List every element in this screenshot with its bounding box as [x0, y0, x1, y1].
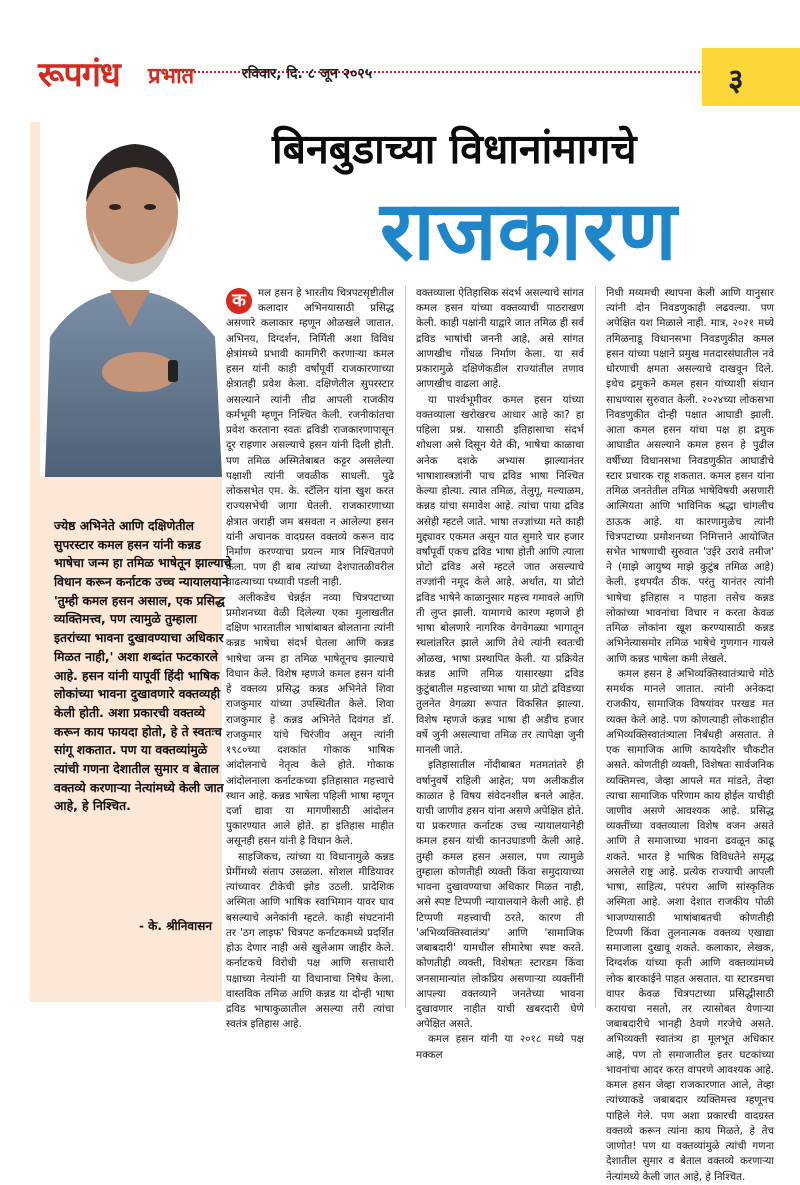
article-body [226, 286, 786, 1183]
paragraph: निधी मय्यमची स्थापना केली आणि यानुसार त्यांनी दोन निवडणुकाही लढवल्या. पण अपेक्षित यश मिळाले नाही. मात्र, २०२१ मध्ये तमिळनाडू विधानसभा निवडणुकीत कमल हसन यांच्या पक्षाने प्रमुख मतदारसंघातील नवे धोरणाची क्षमता असल्याचे दाखवून दिले. इथेच द्रमुकने कमल हसन यांच्याशी संधान साधण्यास सुरुवात केली. २०२४च्या लोकसभा निवडणुकीत दोन्ही पक्षात आघाडी झाली. आता कमल हसन यांचा पक्ष हा द्रमुक आघाडीत असल्याने कमल हसन हे पुढील वर्षीच्या विधानसभा निवडणुकीत आघाडीचे स्टार प्रचारक राहू शकतात. कमल हसन यांना तमिळ जनतेतील तमिळ भाषेविषयी असणारी आत्मियता आणि भाविनिक श्रद्धा चांगलीच ठाऊक आहे. या कारणामुळेच त्यांनी चित्रपटाच्या प्रमोशनच्या निमित्ताने आयोजित सभेत भाषणाची सुरुवात 'उईरे उरावे तमीज' ने (माझे आयुष्य माझे कुटुंब तमिळ आहे) केली. इथपर्यंत ठीक. परंतु यानंतर त्यांनी भाषेचा इतिहास न पाहता तसेच कन्नड लोकांच्या भावनांचा विचार न करता केवळ तमिळ लोकांना खूश करण्यासाठी कन्नड अभिनेत्यासमोर तमिळ भाषेचे गुणगान गायले आणि कन्नड भाषेला कमी लेखले. [606, 287, 774, 665]
brand-logo-prabhat: प्रभात [148, 64, 195, 89]
page-number-tab [702, 48, 800, 106]
headline-line-1: बिनबुडाच्या विधानांमागचे [272, 125, 637, 173]
article-column-2 [416, 286, 584, 1061]
portrait-photo [40, 122, 222, 477]
paragraph: कमल हसन हे अभिव्यक्तिस्वातंत्र्याचे मोठे समर्थक मानले जातात. त्यांनी अनेकदा राजकीय, सामाजिक विषयांवर परखड मत व्यक्त केले आहे. पण कोणत्याही लोकशाहीत अभिव्यक्तिस्वातंत्र्याला निर्बंधही असतात. ते एक सामाजिक आणि कायदेशीर चौकटीत असते. कोणतीही व्यक्ती, विशेषतः सार्वजनिक व्यक्तिमत्त्व, जेव्हा आपले मत मांडते, तेव्हा त्याचा सामाजिक परिणाम काय होईल याचीही जाणीव असणे आवश्यक आहे. प्रसिद्ध व्यक्तींच्या वक्तव्याला विशेष वजन असते आणि ते समाजाच्या भावना ढवळून काढू शकते. भारत हे भाषिक विविधतेने समृद्ध असलेले राष्ट्र आहे. प्रत्येक राज्याची आपली भाषा, साहित्य, परंपरा आणि सांस्कृतिक अस्मिता आहे. अशा देशात राजकीय पोळी भाजण्यासाठी भाषांबाबतची कोणतीही टिप्पणी किंवा तुलनात्मक वक्तव्य एखाद्या समाजाला दुखावू शकते. कलाकार, लेखक, दिग्दर्शक यांच्या कृती आणि वक्तव्यांमध्ये लोक बारकाईने पाहत असतात. या स्टारडमचा वापर केवळ चित्रपटाच्या प्रसिद्धीसाठी करायचा नसतो, तर त्यासोबत येणाऱ्या जबाबदारीचे भानही ठेवणे गरजेचे असते. अभिव्यक्ती स्वातंत्र्य हा मूलभूत अधिकार आहे, पण तो समाजातील इतर घटकांच्या भावनांचा आदर करत वापरणे आवश्यक आहे. कमल हसन जेव्हा राजकारणात आले, तेव्हा त्यांच्याकडे जबाबदार व्यक्तिमत्त्व म्हणूनच पाहिले गेले. पण अशा प्रकारची वादग्रस्त वक्तव्ये करून त्यांना काय मिळते, हे तेच जाणोत! पण या वक्तव्यांमुळे त्यांची गणना देशातील सुमार व बेताल वक्तव्ये करणाऱ्या नेत्यांमध्ये केली जात आहे, हे निश्चित. [606, 667, 774, 1183]
drop-cap: क [226, 288, 252, 314]
article-column-1 [226, 286, 394, 1031]
paragraph-text: मल हसन हे भारतीय चित्रपटसृष्टीतील कलादार अभिनयासाठी प्रसिद्ध असणारे कलाकार म्हणून ओळखले जातात. अभिनय, दिग्दर्शन, निर्मिती अशा विविध क्षेत्रांमध्ये प्रभावी कामगिरी करणाऱ्या कमल हसन यांनी काही वर्षांपूर्वी राजकारणाच्या क्षेत्रातही प्रवेश केला. दक्षिणेतील सुपरस्टार असल्याने त्यांनी तीव्र आपली राजकीय कर्मभूमी म्हणून निश्चित केली. रजनीकांतचा प्रवेश करताना स्वतः द्रविडी राजकारणापासून दूर राहणार असल्याचे हसन यांनी दिली होती. पण तमिळ अस्मितेबाबत कट्टर असलेल्या पक्षाशी त्यांनी जवळीक साधली. पुढे लोकसभेत एम. के. स्टॅलिन यांना खुश करत राज्यसभेची जागा घेतली. राजकारणाच्या क्षेत्रात जराही जम बसवता न आलेल्या हसन यांनी अचानक वादग्रस्त वक्तव्ये करून वाद निर्माण करण्याचा प्रयत्न मात्र निश्चितपणे केला. पण ही बाब त्यांच्या देशपातळीवरील वाढत्याच्या पथ्यावी पडली नाही. [226, 287, 394, 589]
paragraph: या पार्श्वभूमीवर कमल हसन यांच्या वक्तव्याला खरोखरच आधार आहे का? हा पहिला प्रश्न. यासाठी इतिहासाचा संदर्भ शोधला असे दिसून येते की, भाषेचा काळाचा अनेक दशके अभ्यास झाल्यानंतर भाषाशास्त्रज्ञांनी पाच द्रविड भाषा निश्चित केल्या होत्या. त्यात तमिळ, तेलुगू, मल्याळम, कन्नड यांचा समावेश आहे. त्यांचा पाया द्रविड असेही म्हटले जाते. भाषा तज्ज्ञांच्या मते काही मुद्द्यावर एकमत असून यात सुमारे चार हजार वर्षांपूर्वी एकच द्रविड भाषा होती आणि त्याला प्रोटो द्रविड असे म्हटले जात असल्याचे तज्ज्ञांनी नमूद केले आहे. अर्थात, या प्रोटो द्रविड भाषेने काळानुसार महत्त्व गमावले आणि ती लुप्त झाली. यामागचे कारण म्हणजे ही भाषा बोलणारे नागरिक वेगवेगळ्या भागातून स्थलांतरित झाले आणि तेथे त्यांनी स्वतःची ओळख, भाषा प्रस्थापित केली. या प्रक्रियेत कन्नड आणि तमिळ यासारख्या द्रविड कुटुंबातील महत्त्वाच्या भाषा या प्रोटो द्रविडच्या तुलनेत वेगळ्या रूपात विकसित झाल्या. विशेष म्हणजे कन्नड भाषा ही अडीच हजार वर्षे जुनी असल्याचा तमिळ तर त्यापेक्षा जुनी मानली जाते. [416, 393, 584, 757]
paragraph: साहजिकच, त्यांच्या या विधानामुळे कन्नड प्रेमींमध्ये संताप उसळला. सोशल मीडियावर त्यांच्यावर टीकेची झोड उठली. प्रादेशिक अस्मिता आणि भाषिक स्वाभिमान यावर घाव बसल्याचे अनेकांनी म्हटले. काही संघटनांनी तर 'ठग लाइफ' चित्रपट कर्नाटकमध्ये प्रदर्शित होऊ देणार नाही असे खुलेआम जाहीर केले. कर्नाटकचे विरोधी पक्ष आणि सत्ताधारी पक्षाच्या नेत्यांनी या विधानाचा निषेध केला. वास्तविक तमिळ आणि कन्नड या दोन्ही भाषा द्रविड भाषाकुळातील असल्या तरी त्यांचा स्वतंत्र इतिहास आहे. [226, 850, 394, 1031]
paragraph: अलीकडेच चेन्नईत नव्या चित्रपटाच्या प्रमोशनच्या वेळी दिलेल्या एका मुलाखतीत दक्षिण भारतातील भाषांबाबत बोलताना त्यांनी कन्नड भाषेचा संदर्भ घेतला आणि कन्नड भाषेचा जन्म हा तमिळ भाषेतूनच झाल्याचे विधान केले. विशेष म्हणजे कमल हसन यांनी हे वक्तव्य प्रसिद्ध कन्नड अभिनेते शिवा राजकुमार यांच्या उपस्थितीत केले. शिवा राजकुमार हे कन्नड अभिनेते दिवंगत डॉ. राजकुमार यांचे चिरंजीव असून त्यांनी १९८०च्या दशकांत गोकाक भाषिक आंदोलनाचे नेतृत्व केले होते. गोकाक आंदोलनाला कर्नाटकच्या इतिहासात महत्त्वाचे स्थान आहे. कन्नड भाषेला पहिली भाषा म्हणून दर्जा द्यावा या मागणीसाठी आंदोलन पुकारण्यात आले होते. हा इतिहास माहीत असूनही हसन यांनी हे विधान केले. [226, 591, 394, 848]
issue-date: रविवार, दि. ८ जून २०२५ [242, 66, 373, 82]
article-column-3 [606, 286, 774, 1183]
headline-line-2: राजकारण [380, 184, 678, 279]
masthead [0, 48, 800, 106]
paragraph [226, 286, 394, 591]
paragraph: इतिहासातील नोंदीबाबत मतमतांतरे ही वर्षानुवर्षे राहिली आहेत; पण अलीकडील काळात हे विषय संवेदनशील बनले आहेत. याची जाणीव हसन यांना असणे अपेक्षित होते. या प्रकरणात कर्नाटक उच्च न्यायालयानेही कमल हसन यांची कानउघाडणी केली आहे. तुम्ही कमल हसन असाल, पण त्यामुळे तुम्हाला कोणतीही व्यक्ती किंवा समुदायाच्या भावना दुखावण्याचा अधिकार मिळत नाही, असे स्पष्ट टिप्पणी न्यायालयाने केली आहे. ही टिप्पणी महत्त्वाची ठरते, कारण ती 'अभिव्यक्तिस्वातंत्र्य' आणि 'सामाजिक जबाबदारी' यामधील सीमारेषा स्पष्ट करते. कोणतीही व्यक्ती, विशेषतः स्टारडम किंवा जनसामान्यांत लोकप्रिय असणाऱ्या व्यक्तींनी आपल्या वक्तव्याने जनतेच्या भावना दुखावणार नाहीत याची खबरदारी घेणे अपेक्षित असते. [416, 759, 584, 1031]
column-divider [405, 286, 406, 1008]
paragraph: वक्तव्याला ऐतिहासिक संदर्भ असल्याचे सांगत कमल हसन यांच्या वक्तव्याची पाठराखण केली. काही पक्षांनी याद्वारे जात तमिळ ही सर्व द्रविड भाषांची जननी आहे, असे सांगत आणखीच गोंधळ निर्माण केला. या सर्व प्रकारामुळे दक्षिणेकडील राज्यांतील तणाव आणखीच वाढला आहे. [416, 287, 584, 391]
intro-summary: ज्येष्ठ अभिनेते आणि दक्षिणेतील सुपरस्टार कमल हसन यांनी कन्नड भाषेचा जन्म हा तमिळ भाषेतून झाल्याचे विधान करून कर्नाटक उच्च न्यायालयाने 'तुम्ही कमल हसन असाल, एक प्रसिद्ध व्यक्तिमत्त्व, पण त्यामुळे तुम्हाला इतरांच्या भावना दुखावण्याचा अधिकार मिळत नाही,' अशा शब्दांत फटकारले आहे. हसन यांनी यापूर्वी हिंदी भाषिक लोकांच्या भावना दुखावणारे वक्तव्यही केली होती. अशा प्रकारची वक्तव्ये करून काय फायदा होतो, हे ते स्वतःच सांगू शकतात. पण या वक्तव्यांमुळे त्यांची गणना देशातील सुमार व बेताल वक्तव्ये करणाऱ्या नेत्यांमध्ये केली जात आहे, हे निश्चित. [54, 519, 232, 814]
page-number: ३ [728, 63, 744, 98]
paragraph: कमल हसन यांनी या २०१८ मध्ये पक्ष मक्कल [416, 1033, 584, 1061]
author-byline: - के. श्रीनिवासन [138, 919, 212, 933]
brand-logo-rupgandh: रूपगंध [38, 55, 120, 95]
sidebar-intro-panel [30, 122, 232, 1002]
column-divider [595, 286, 596, 1008]
